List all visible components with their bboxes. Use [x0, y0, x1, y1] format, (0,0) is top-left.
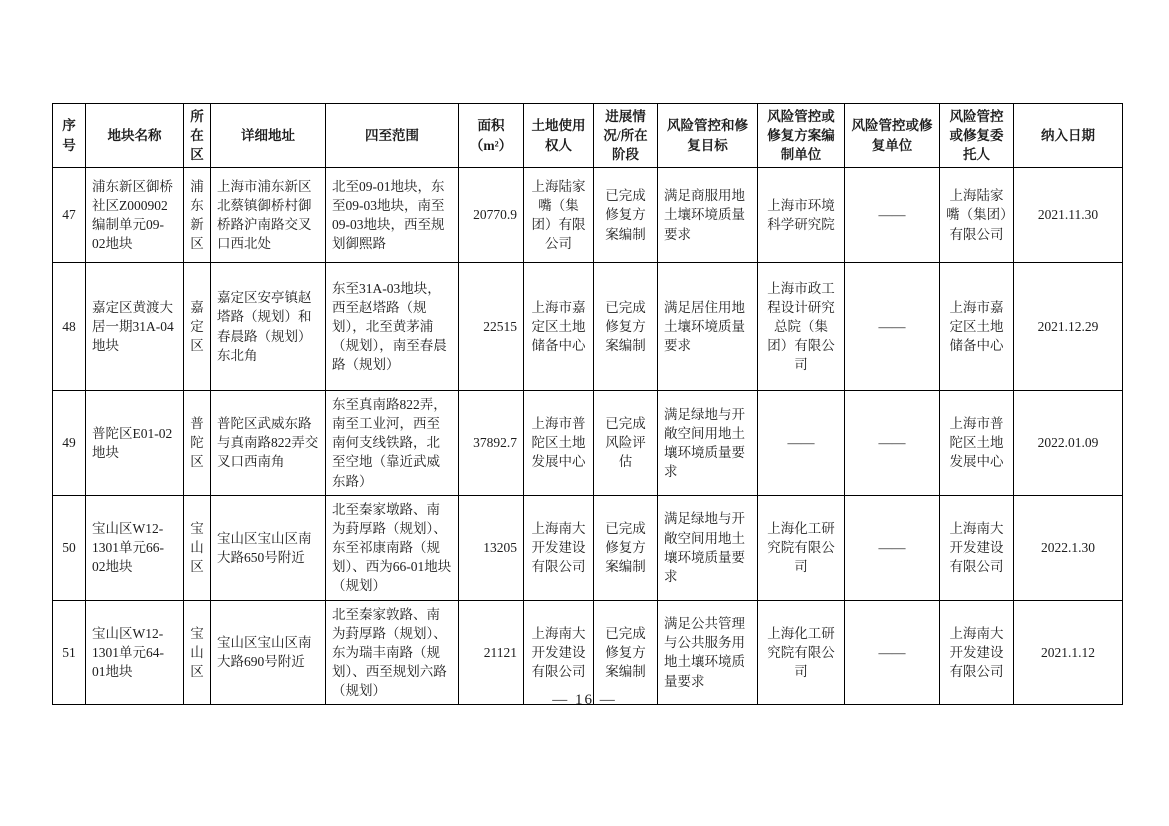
table-row — [53, 391, 1123, 496]
header-district: 所在区 — [184, 104, 211, 168]
cell-client: 上海市嘉定区土地储备中心 — [940, 263, 1014, 391]
cell-land-user: 上海市普陀区土地发展中心 — [524, 391, 594, 496]
cell-area: 37892.7 — [459, 391, 524, 496]
header-progress: 进展情况/所在阶段 — [594, 104, 658, 168]
header-client: 风险管控或修复委托人 — [940, 104, 1014, 168]
header-remediation-unit: 风险管控或修复单位 — [845, 104, 940, 168]
table-header-row — [53, 104, 1123, 168]
header-serial: 序号 — [53, 104, 86, 168]
cell-inclusion-date: 2021.11.30 — [1014, 168, 1123, 263]
cell-land-user: 上海南大开发建设有限公司 — [524, 600, 594, 705]
cell-land-user: 上海市嘉定区土地储备中心 — [524, 263, 594, 391]
cell-plan-unit: 上海化工研究院有限公司 — [758, 600, 845, 705]
cell-serial: 49 — [53, 391, 86, 496]
cell-serial: 50 — [53, 495, 86, 600]
cell-parcel-name: 普陀区E01-02地块 — [86, 391, 184, 496]
table-body — [53, 168, 1123, 705]
cell-plan-unit: —— — [758, 391, 845, 496]
header-boundaries: 四至范围 — [326, 104, 459, 168]
cell-target: 满足公共管理与公共服务用地土壤环境质量要求 — [658, 600, 758, 705]
cell-progress: 已完成修复方案编制 — [594, 263, 658, 391]
cell-progress: 已完成修复方案编制 — [594, 495, 658, 600]
cell-plan-unit: 上海市政工程设计研究总院（集团）有限公司 — [758, 263, 845, 391]
cell-boundaries: 北至09-01地块，东至09-03地块，南至09-03地块，西至规划御熙路 — [326, 168, 459, 263]
cell-progress: 已完成修复方案编制 — [594, 600, 658, 705]
cell-serial: 48 — [53, 263, 86, 391]
cell-district: 嘉定区 — [184, 263, 211, 391]
cell-client: 上海陆家嘴（集团）有限公司 — [940, 168, 1014, 263]
cell-progress: 已完成风险评估 — [594, 391, 658, 496]
cell-area: 20770.9 — [459, 168, 524, 263]
header-target: 风险管控和修复目标 — [658, 104, 758, 168]
cell-plan-unit: 上海市环境科学研究院 — [758, 168, 845, 263]
cell-area: 22515 — [459, 263, 524, 391]
cell-remediation-unit: —— — [845, 391, 940, 496]
header-plan-unit: 风险管控或修复方案编制单位 — [758, 104, 845, 168]
cell-parcel-name: 宝山区W12-1301单元66-02地块 — [86, 495, 184, 600]
cell-inclusion-date: 2022.01.09 — [1014, 391, 1123, 496]
cell-address: 宝山区宝山区南大路690号附近 — [211, 600, 326, 705]
cell-parcel-name: 宝山区W12-1301单元64-01地块 — [86, 600, 184, 705]
table-row — [53, 263, 1123, 391]
cell-land-user: 上海南大开发建设有限公司 — [524, 495, 594, 600]
cell-area: 13205 — [459, 495, 524, 600]
header-address: 详细地址 — [211, 104, 326, 168]
cell-serial: 51 — [53, 600, 86, 705]
cell-client: 上海南大开发建设有限公司 — [940, 495, 1014, 600]
cell-land-user: 上海陆家嘴（集团）有限公司 — [524, 168, 594, 263]
cell-boundaries: 北至秦家敦路、南为葑厚路（规划）、东为瑞丰南路（规划）、西至规划六路（规划） — [326, 600, 459, 705]
cell-serial: 47 — [53, 168, 86, 263]
header-area: 面积（m²） — [459, 104, 524, 168]
cell-address: 宝山区宝山区南大路650号附近 — [211, 495, 326, 600]
header-parcel-name: 地块名称 — [86, 104, 184, 168]
cell-target: 满足居住用地土壤环境质量要求 — [658, 263, 758, 391]
cell-inclusion-date: 2021.12.29 — [1014, 263, 1123, 391]
table-row — [53, 495, 1123, 600]
cell-district: 普陀区 — [184, 391, 211, 496]
cell-plan-unit: 上海化工研究院有限公司 — [758, 495, 845, 600]
cell-boundaries: 东至真南路822弄，南至工业河，西至南何支线铁路，北至空地（靠近武威东路） — [326, 391, 459, 496]
cell-parcel-name: 浦东新区御桥社区Z000902编制单元09-02地块 — [86, 168, 184, 263]
cell-address: 普陀区武威东路与真南路822弄交叉口西南角 — [211, 391, 326, 496]
cell-client: 上海市普陀区土地发展中心 — [940, 391, 1014, 496]
header-land-user: 土地使用权人 — [524, 104, 594, 168]
cell-progress: 已完成修复方案编制 — [594, 168, 658, 263]
cell-target: 满足商服用地土壤环境质量要求 — [658, 168, 758, 263]
cell-boundaries: 东至31A-03地块，西至赵塔路（规划），北至黄茅浦（规划），南至春晨路（规划） — [326, 263, 459, 391]
cell-district: 宝山区 — [184, 600, 211, 705]
cell-target: 满足绿地与开敞空间用地土壤环境质量要求 — [658, 495, 758, 600]
table-row — [53, 168, 1123, 263]
cell-inclusion-date: 2022.1.30 — [1014, 495, 1123, 600]
cell-client: 上海南大开发建设有限公司 — [940, 600, 1014, 705]
table-row — [53, 600, 1123, 705]
cell-target: 满足绿地与开敞空间用地土壤环境质量要求 — [658, 391, 758, 496]
cell-district: 浦东新区 — [184, 168, 211, 263]
cell-inclusion-date: 2021.1.12 — [1014, 600, 1123, 705]
land-parcel-table — [52, 103, 1123, 705]
cell-parcel-name: 嘉定区黄渡大居一期31A-04地块 — [86, 263, 184, 391]
header-inclusion-date: 纳入日期 — [1014, 104, 1123, 168]
cell-address: 上海市浦东新区北蔡镇御桥村御桥路沪南路交叉口西北处 — [211, 168, 326, 263]
cell-district: 宝山区 — [184, 495, 211, 600]
cell-boundaries: 北至秦家墩路、南为葑厚路（规划）、东至祁康南路（规划）、西为66-01地块（规划） — [326, 495, 459, 600]
cell-area: 21121 — [459, 600, 524, 705]
cell-remediation-unit: —— — [845, 168, 940, 263]
cell-remediation-unit: —— — [845, 600, 940, 705]
cell-address: 嘉定区安亭镇赵塔路（规划）和春晨路（规划）东北角 — [211, 263, 326, 391]
cell-remediation-unit: —— — [845, 263, 940, 391]
cell-remediation-unit: —— — [845, 495, 940, 600]
page-number: — 16 — — [552, 692, 617, 708]
